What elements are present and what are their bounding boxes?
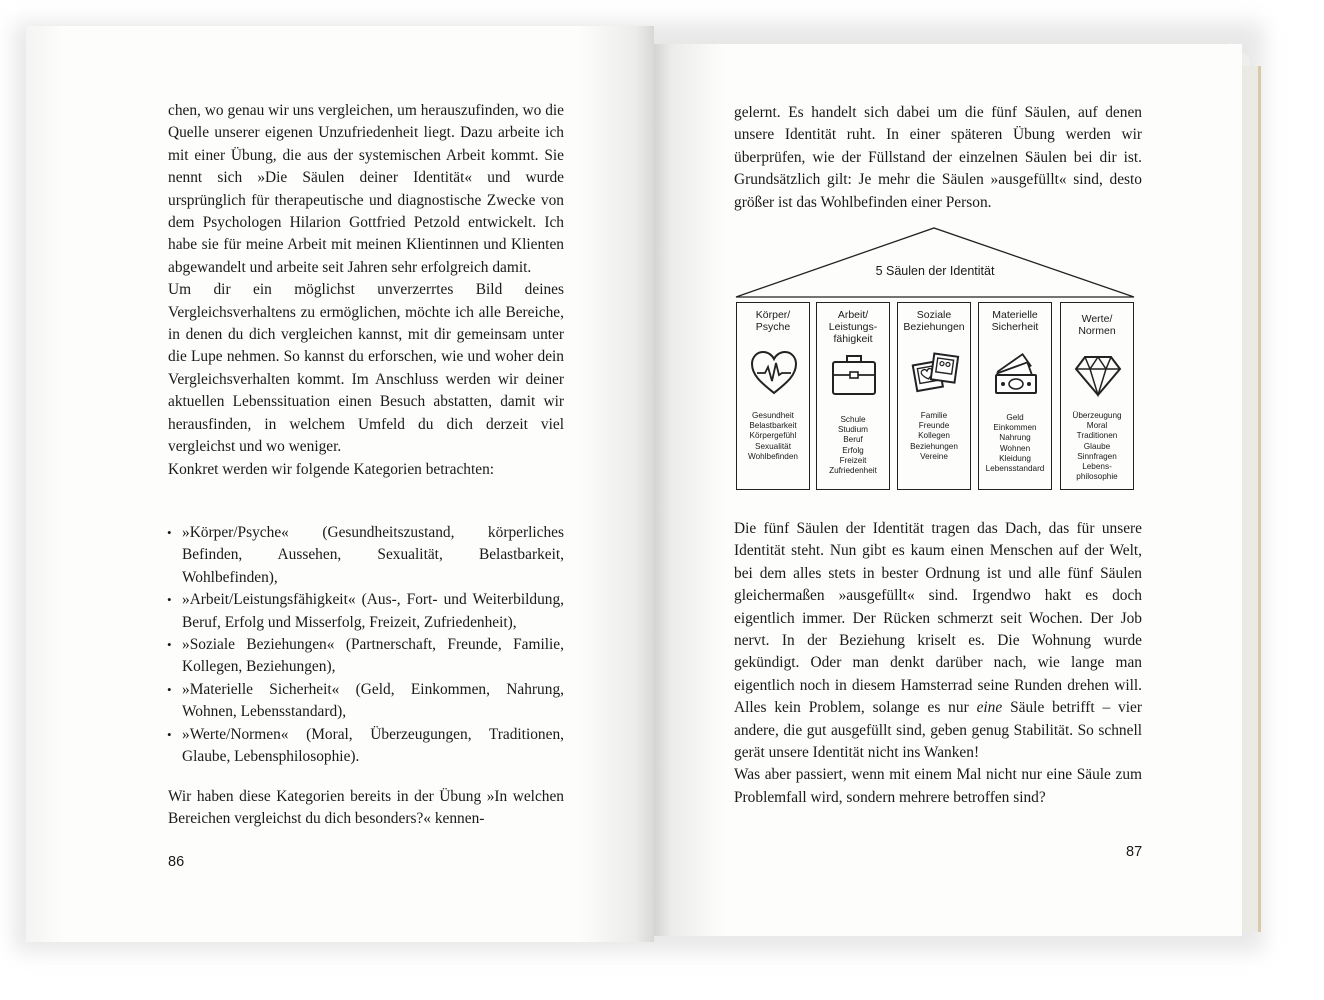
bullet-icon: • (167, 681, 172, 697)
right-paragraph-2: Die fünf Säulen der Identität tragen das Dach, das für unsere Identität steht. Nun gibt es kaum einen Menschen auf der Welt, bei dem alles stets in bester Ordnung ist und alle fünf Säulen gleichermaßen »ausgefüllt« sind. Irgendwo hakt es doch eigentlich immer. Der Rücken schmerzt seit Wochen. Der Job nervt. In der Beziehung kriselt es. Die Wohnung wurde gekündigt. Oder man denkt darüber nach, wie lange man eigentlich noch in diesem Hamsterrad seine Runden drehen will. Alles kein Problem, solange es nur eine Säule betrifft – vier andere, die gut ausgefüllt sind, geben genug Stabilität. So schnell gerät unsere Identität nicht ins Wanken! (734, 520, 1142, 762)
pillar-arbeit (816, 302, 890, 490)
pillar-title: Soziale Beziehungen (903, 309, 965, 333)
pillar-items: Geld Einkommen Nahrung Wohnen Kleidung Lebensstandard (985, 413, 1045, 474)
list-item: • »Werte/Normen« (Moral, Überzeugungen, Traditionen, Glaube, Lebensphilosophie). (167, 725, 564, 766)
pillar-werte-normen (1060, 302, 1134, 490)
left-paragraph-2: Um dir ein möglichst unverzerrtes Bild deines Vergleichsverhaltens zu ermöglichen, möchte ich alle Bereiche, in denen du dich vergleichen kannst, mit dir gemeinsam unter die Lupe nehmen. So kannst du erforschen, wie und woher dein Vergleichsverhalten kommt. Im Anschluss werden wir deiner aktuellen Lebenssituation einen Besuch abstatten, damit wir herausfinden, in welchem Umfeld du dich derzeit viel vergleichst und wo weniger. (168, 281, 564, 456)
left-body (168, 100, 564, 481)
left-closing-text: Wir haben diese Kategorien bereits in der Übung »In welchen Bereichen vergleichst du dich besonders?« kennen- (168, 788, 564, 828)
pillars-diagram (734, 226, 1136, 498)
diamond-icon (1073, 349, 1123, 399)
left-paragraph-3: Konkret werden wir folgende Kategorien betrachten: (168, 460, 495, 478)
briefcase-icon (829, 349, 879, 399)
pillar-koerper-psyche (736, 302, 810, 490)
bullet-icon: • (167, 726, 172, 742)
pillar-items: Schule Studium Beruf Erfolg Freizeit Zufriedenheit (829, 415, 877, 476)
heart-pulse-icon (749, 349, 799, 399)
pillar-soziale-beziehungen (897, 302, 971, 490)
left-closing (168, 786, 564, 831)
pillar-title: Arbeit/ Leistungs- fähigkeit (828, 309, 878, 345)
photos-icon (910, 349, 960, 399)
right-intro (734, 102, 1142, 214)
pillar-items: Gesundheit Belastbarkeit Körpergefühl Sexualität Wohlbefinden (748, 411, 798, 461)
pillar-materielle-sicherheit (978, 302, 1052, 490)
list-item: • »Materielle Sicherheit« (Geld, Einkommen, Nahrung, Wohnen, Lebensstandard), (167, 680, 564, 721)
right-paragraph-3: Was aber passiert, wenn mit einem Mal nicht nur eine Säule zum Problemfall wird, sondern mehrere betroffen sind? (734, 766, 1142, 806)
pillar-title: Körper/ Psyche (755, 309, 791, 333)
list-item: • »Arbeit/Leistungsfähigkeit« (Aus-, Fort- und Weiterbildung, Beruf, Erfolg und Misserfolg, Freizeit, Zufriedenheit), (167, 591, 564, 631)
pillar-items: Familie Freunde Kollegen Beziehungen Vereine (910, 411, 958, 461)
bullet-icon: • (167, 592, 172, 608)
category-list (168, 522, 564, 768)
list-item: • »Körper/Psyche« (Gesundheitszustand, körperliches Befinden, Aussehen, Sexualität, Belastbarkeit, Wohlbefinden), (167, 524, 564, 586)
pillar-items: Überzeugung Moral Traditionen Glaube Sinnfragen Lebens- philosophie (1072, 411, 1122, 482)
bullet-icon: • (167, 525, 172, 540)
list-item: • »Soziale Beziehungen« (Partnerschaft, Freunde, Familie, Kollegen, Beziehungen), (167, 636, 564, 676)
page-number-left: 86 (168, 854, 185, 870)
pillar-title: Werte/ Normen (1078, 313, 1116, 337)
bullet-icon: • (167, 637, 172, 653)
diagram-title: 5 Säulen der Identität (875, 264, 995, 278)
right-intro-text: gelernt. Es handelt sich dabei um die fünf Säulen, auf denen unsere Identität ruht. In einer späteren Übung werden wir überprüfen, wie der Füllstand der einzelnen Säulen bei dir ist. Grundsätzlich gilt: Je mehr die Säulen »ausgefüllt« sind, desto größer ist das Wohlbefinden einer Person. (734, 104, 1142, 211)
right-body (734, 518, 1142, 809)
page-number-right: 87 (1126, 844, 1143, 860)
money-icon (991, 349, 1041, 399)
left-paragraph-1: chen, wo genau wir uns vergleichen, um herauszufinden, wo die Quelle unserer eigenen Unzufriedenheit liegt. Dazu arbeite ich mit einer Übung, die aus der systemischen Arbeit kommt. Sie nennt sich »Die Säulen deiner Identität« und wurde ursprünglich für therapeutische und diagnostische Zwecke von dem Psychologen Hilarion Gottfried Petzold entwickelt. Ich habe sie für meine Arbeit mit meinen Klientinnen und Klienten abgewandelt und arbeite seit Jahren sehr erfolgreich damit. (168, 102, 564, 276)
pillar-title: Materielle Sicherheit (991, 309, 1039, 333)
